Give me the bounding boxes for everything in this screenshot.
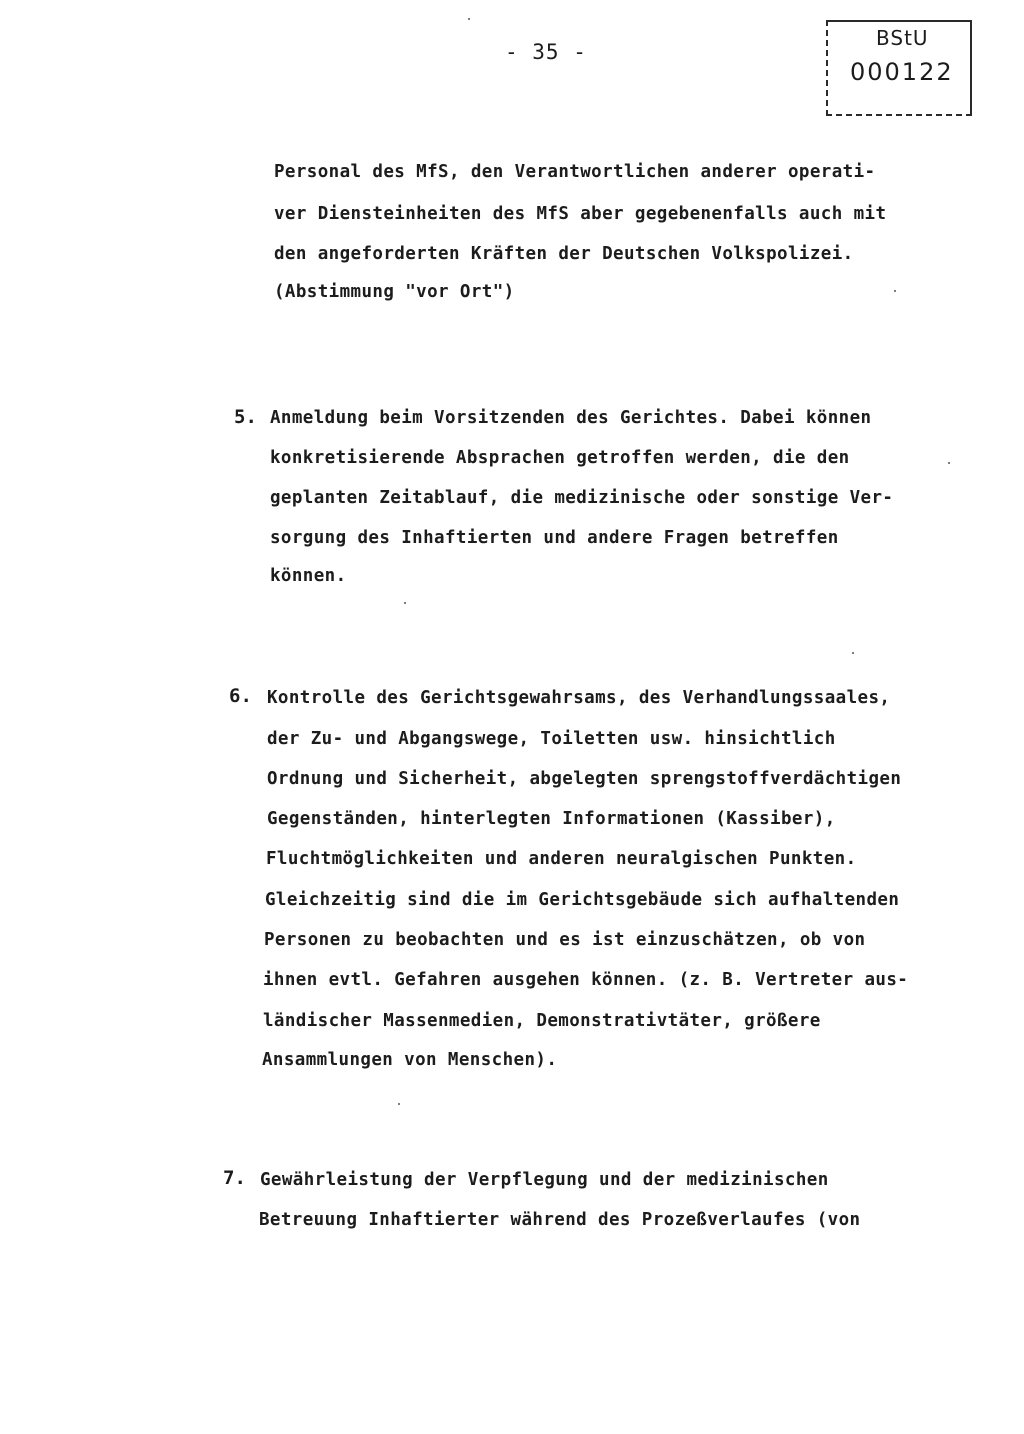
text-line: Kontrolle des Gerichtsgewahrsams, des Verhandlungssaales, bbox=[267, 688, 891, 708]
scan-speck bbox=[468, 18, 470, 20]
archive-stamp bbox=[826, 20, 972, 116]
text-line: der Zu- und Abgangswege, Toiletten usw. hinsichtlich bbox=[267, 729, 836, 749]
text-line: Gegenständen, hinterlegten Informationen (Kassiber), bbox=[267, 809, 836, 829]
text-line: können. bbox=[270, 566, 347, 586]
stamp-label: BStU bbox=[876, 26, 929, 50]
text-line: Gewährleistung der Verpflegung und der medizinischen bbox=[260, 1170, 829, 1190]
text-line: Ordnung und Sicherheit, abgelegten sprengstoffverdächtigen bbox=[267, 769, 902, 789]
item-number: 6. bbox=[229, 685, 252, 707]
text-line: sorgung des Inhaftierten und andere Fragen betreffen bbox=[270, 528, 839, 548]
item-number: 7. bbox=[223, 1167, 246, 1189]
page-number: - 35 - bbox=[505, 40, 587, 64]
text-line: Ansammlungen von Menschen). bbox=[262, 1050, 558, 1070]
text-line: geplanten Zeitablauf, die medizinische oder sonstige Ver- bbox=[270, 488, 894, 508]
text-line: ländischer Massenmedien, Demonstrativtäter, größere bbox=[263, 1011, 821, 1031]
text-line: (Abstimmung "vor Ort") bbox=[274, 282, 515, 302]
stamp-number: 000122 bbox=[850, 58, 954, 86]
text-line: Personal des MfS, den Verantwortlichen anderer operati- bbox=[274, 162, 876, 182]
text-line: Fluchtmöglichkeiten und anderen neuralgischen Punkten. bbox=[266, 849, 857, 869]
text-line: Gleichzeitig sind die im Gerichtsgebäude sich aufhaltenden bbox=[265, 890, 900, 910]
item-number: 5. bbox=[234, 406, 257, 428]
scan-speck bbox=[398, 1103, 400, 1105]
scan-speck bbox=[852, 652, 854, 654]
scan-speck bbox=[948, 462, 950, 464]
text-line: Betreuung Inhaftierter während des Prozeßverlaufes (von bbox=[259, 1210, 861, 1230]
scan-speck bbox=[404, 602, 406, 604]
text-line: konkretisierende Absprachen getroffen werden, die den bbox=[270, 448, 850, 468]
text-line: den angeforderten Kräften der Deutschen Volkspolizei. bbox=[274, 244, 854, 264]
text-line: ver Diensteinheiten des MfS aber gegebenenfalls auch mit bbox=[274, 204, 887, 224]
text-line: ihnen evtl. Gefahren ausgehen können. (z. B. Vertreter aus- bbox=[263, 970, 909, 990]
text-line: Personen zu beobachten und es ist einzuschätzen, ob von bbox=[264, 930, 866, 950]
text-line: Anmeldung beim Vorsitzenden des Gerichtes. Dabei können bbox=[270, 408, 872, 428]
scan-speck bbox=[894, 290, 896, 292]
